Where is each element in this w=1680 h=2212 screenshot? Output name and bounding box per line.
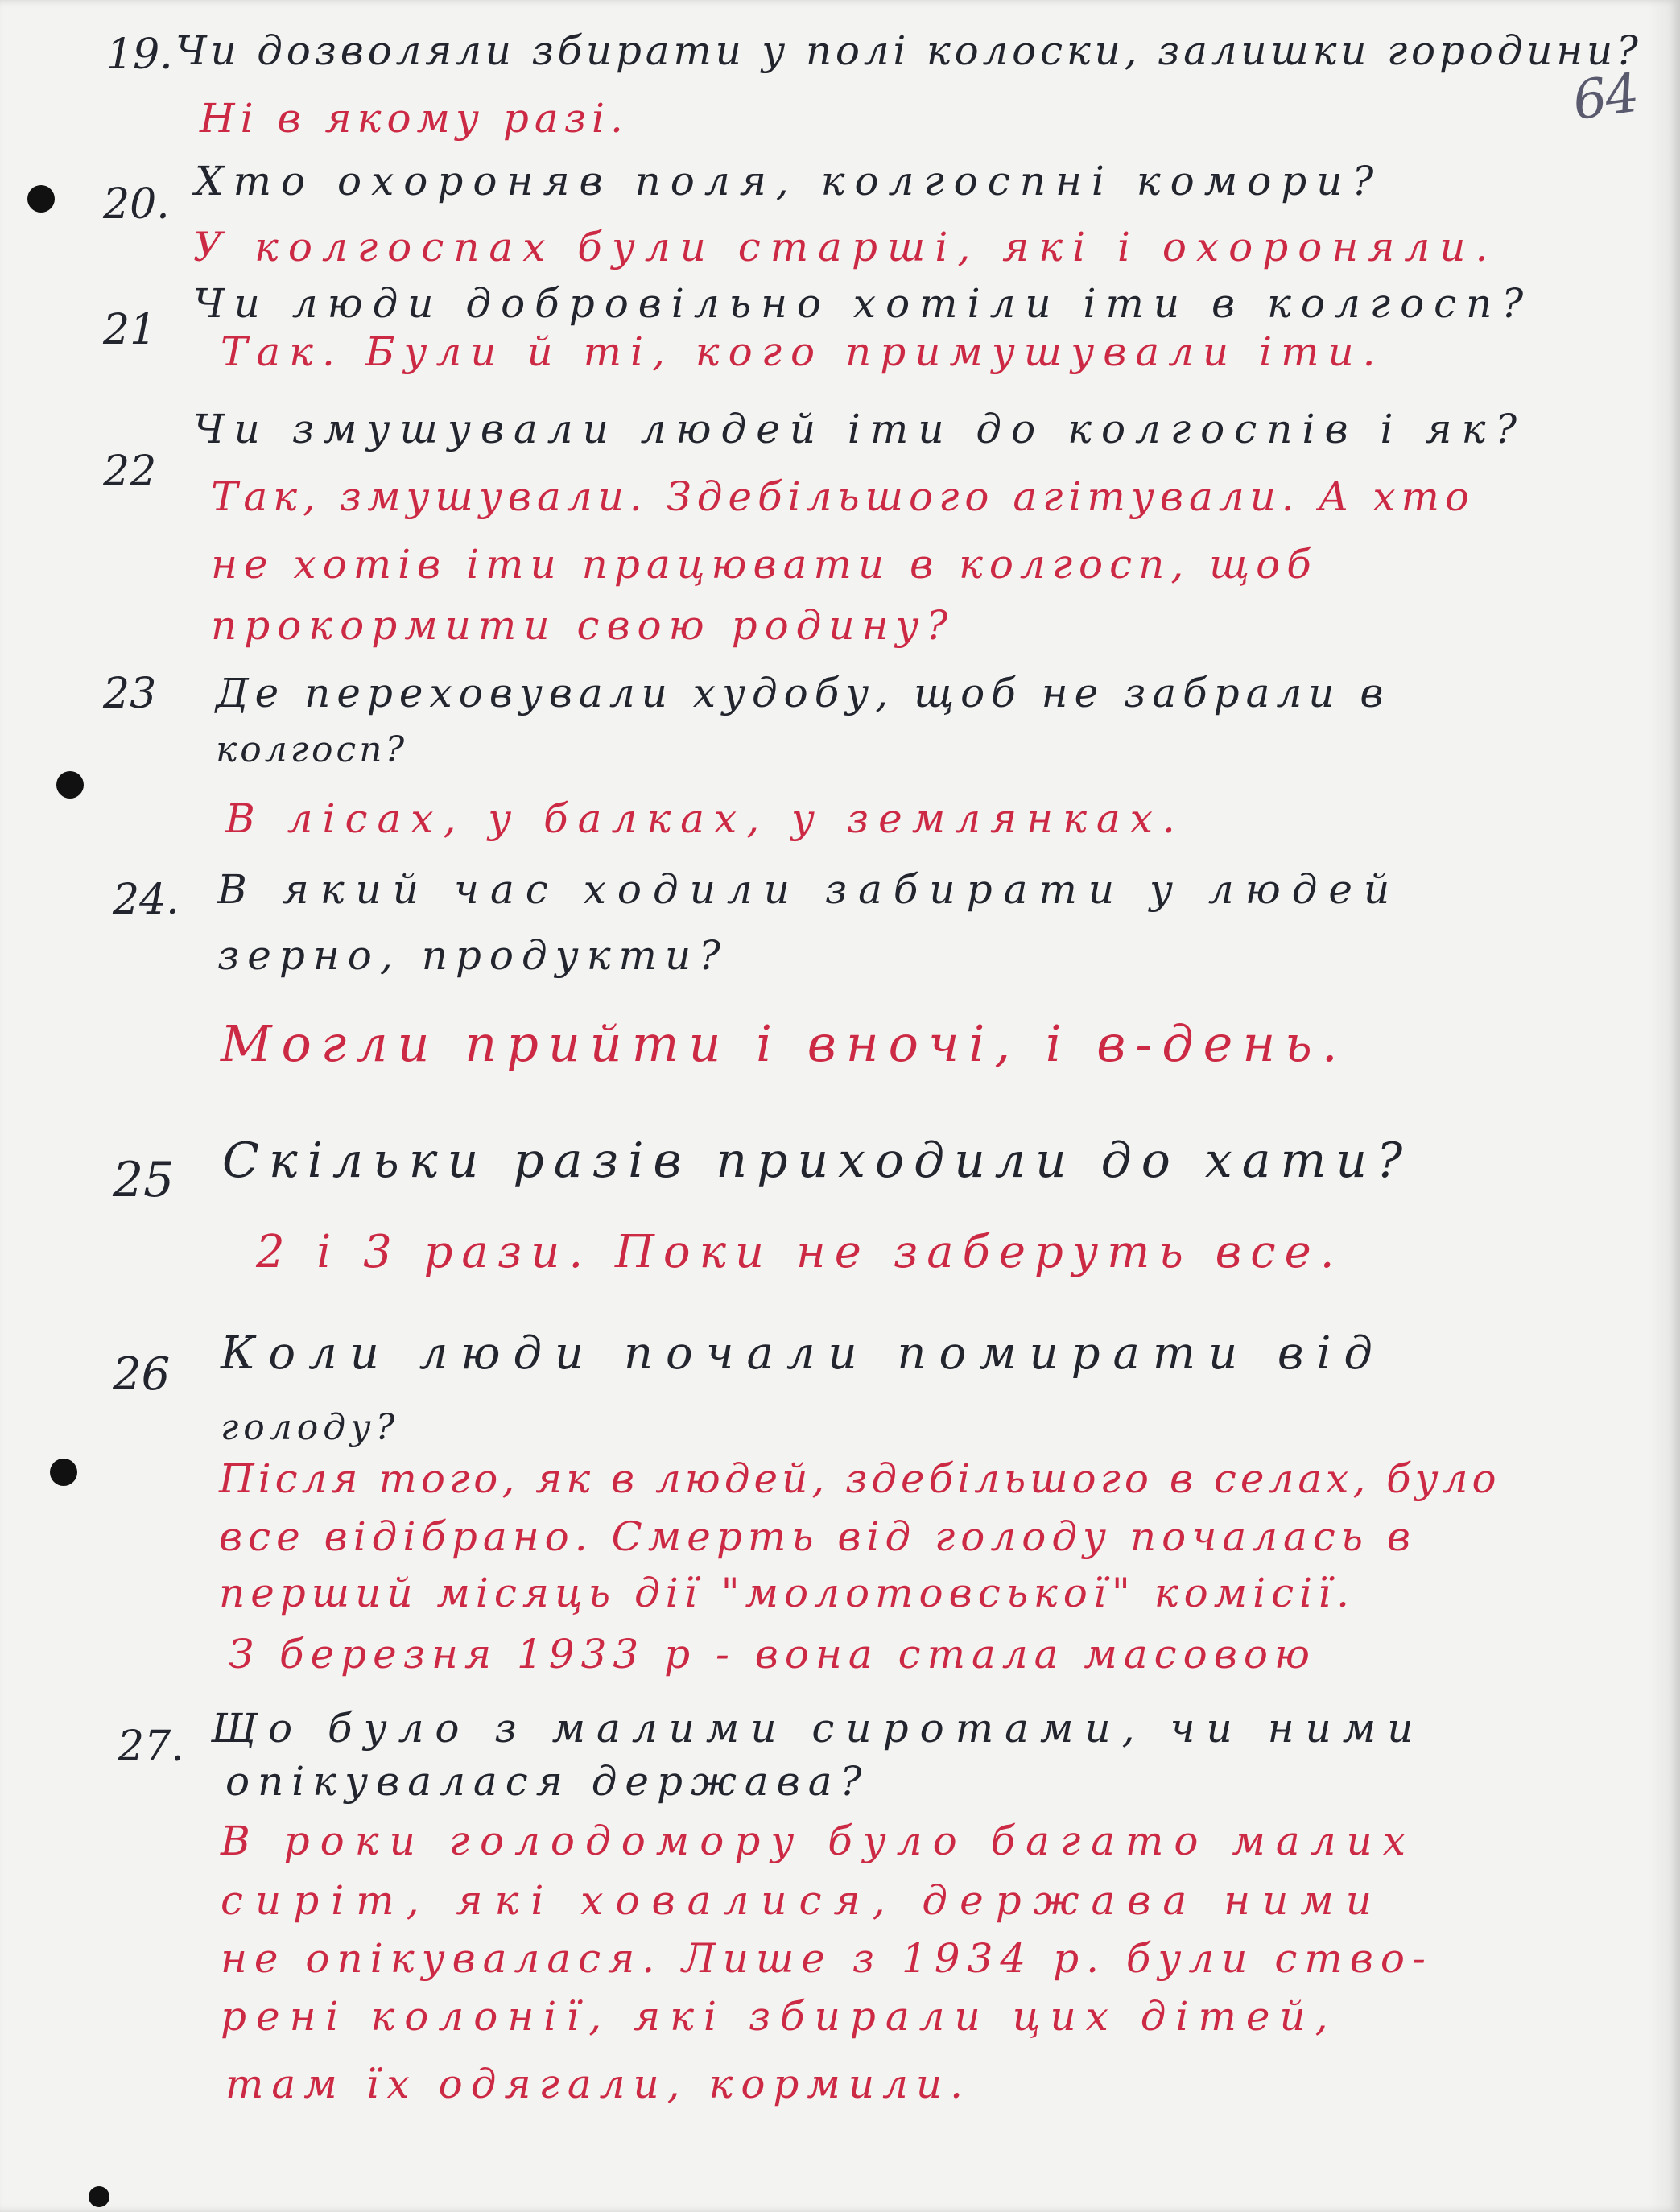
answer-line: У колгоспах були старші, які і охороняли.: [193, 224, 1498, 270]
question-line: Скільки разів приходили до хати?: [222, 1133, 1413, 1189]
answer-line: Так, змушували. Здебільшого агітували. А хто: [211, 473, 1476, 520]
question-number: 19.: [106, 31, 173, 79]
answer-line: не опікувалася. Лише з 1934 р. були ство-: [221, 1935, 1433, 1982]
question-number: 27.: [118, 1723, 184, 1771]
answer-line: Могли прийти і вночі, і в-день.: [221, 1014, 1348, 1073]
answer-line: Так. Були й ті, кого примушували іти.: [221, 328, 1385, 375]
question-number: 26: [113, 1348, 171, 1401]
answer-line: Після того, як в людей, здебільшого в селах, було: [219, 1455, 1500, 1502]
question-line: зерно, продукти?: [217, 932, 729, 979]
answer-line: прокормити свою родину?: [211, 602, 956, 649]
punch-hole: [89, 2186, 109, 2207]
question-line: Коли люди почали помирати від: [221, 1327, 1385, 1380]
question-line: колгосп?: [216, 729, 408, 770]
question-line: Чи дозволяли збирати у полі колоски, залишки городини?: [175, 27, 1642, 74]
answer-line: там їх одягали, кормили.: [225, 2061, 972, 2107]
answer-line: перший місяць дії "молотовської" комісії.: [219, 1570, 1356, 1616]
punch-hole: [50, 1459, 77, 1486]
answer-line: все відібрано. Смерть від голоду почалась в: [219, 1513, 1417, 1560]
question-line: Чи люди добровільно хотіли іти в колгосп?: [193, 280, 1533, 327]
question-line: Де переховували худобу, щоб не забрали в: [216, 670, 1390, 716]
question-line: Хто охороняв поля, колгоспні комори?: [195, 158, 1384, 204]
answer-line: В лісах, у балках, у землянках.: [225, 795, 1185, 842]
question-line: голоду?: [221, 1407, 400, 1448]
question-number: 25: [113, 1152, 175, 1208]
answer-line: рені колонії, які збирали цих дітей,: [221, 1993, 1338, 2040]
answer-line: Ні в якому разі.: [200, 95, 629, 142]
question-number: 23: [103, 670, 157, 718]
question-number: 20.: [103, 180, 170, 229]
answer-line: не хотів іти працювати в колгосп, щоб: [211, 541, 1318, 588]
punch-hole: [27, 185, 55, 213]
question-number: 21: [103, 306, 157, 354]
page-number: 64: [1569, 61, 1641, 133]
answer-line: 2 і 3 рази. Поки не заберуть все.: [256, 1226, 1344, 1278]
question-line: Чи змушували людей іти до колгоспів і як?: [193, 406, 1527, 452]
answer-line: З березня 1933 р - вона стала масовою: [229, 1631, 1316, 1678]
question-number: 24.: [113, 876, 180, 924]
question-line: опікувалася держава?: [225, 1758, 870, 1805]
answer-line: В роки голодомору було багато малих: [221, 1818, 1416, 1864]
punch-hole: [56, 771, 84, 799]
question-line: Що було з малими сиротами, чи ними: [211, 1705, 1425, 1752]
answer-line: сиріт, які ховалися, держава ними: [221, 1877, 1384, 1924]
question-number: 22: [103, 448, 157, 496]
question-line: В який час ходили забирати у людей: [217, 866, 1401, 913]
